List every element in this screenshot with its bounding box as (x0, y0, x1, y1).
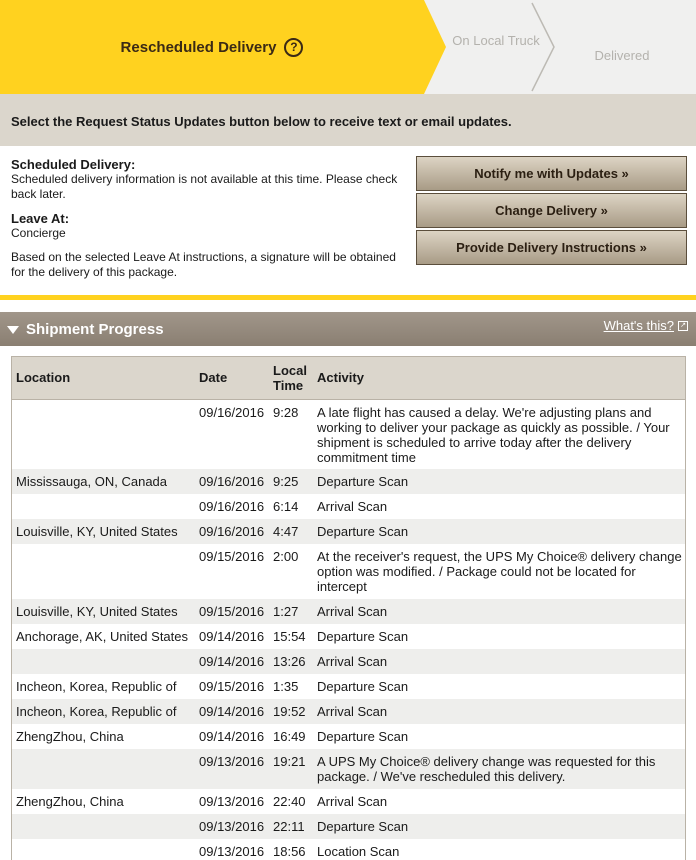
cell-time: 22:11 (269, 814, 313, 839)
cell-time: 16:49 (269, 724, 313, 749)
scheduled-delivery-label: Scheduled Delivery: (11, 157, 136, 172)
cell-date: 09/13/2016 (195, 839, 269, 860)
cell-date: 09/13/2016 (195, 789, 269, 814)
cell-date: 09/13/2016 (195, 749, 269, 789)
cell-date: 09/14/2016 (195, 624, 269, 649)
current-step-label: Rescheduled Delivery (120, 38, 277, 56)
cell-time: 9:28 (269, 399, 313, 469)
cell-location (12, 544, 195, 599)
table-row (12, 749, 685, 789)
cell-activity: Arrival Scan (313, 789, 685, 814)
cell-time: 4:47 (269, 519, 313, 544)
cell-time: 13:26 (269, 649, 313, 674)
status-updates-info: Select the Request Status Updates button below to receive text or email updates. (0, 94, 696, 146)
cell-location (12, 649, 195, 674)
col-local-time: Local Time (269, 357, 313, 399)
table-row (12, 724, 685, 749)
whats-this-link[interactable]: What's this? (603, 318, 674, 333)
cell-location (12, 494, 195, 519)
cell-time: 6:14 (269, 494, 313, 519)
cell-date: 09/14/2016 (195, 699, 269, 724)
table-row (12, 469, 685, 494)
cell-activity: A UPS My Choice® delivery change was requested for this package. / We've rescheduled this delivery. (313, 749, 685, 789)
cell-date: 09/16/2016 (195, 469, 269, 494)
cell-time: 15:54 (269, 624, 313, 649)
cell-activity: Departure Scan (313, 469, 685, 494)
cell-time: 2:00 (269, 544, 313, 599)
cell-date: 09/14/2016 (195, 649, 269, 674)
cell-location: Anchorage, AK, United States (12, 624, 195, 649)
cell-activity: Departure Scan (313, 724, 685, 749)
cell-time: 1:27 (269, 599, 313, 624)
help-icon[interactable]: ? (284, 38, 303, 57)
progress-tracker (0, 0, 696, 94)
cell-time: 19:21 (269, 749, 313, 789)
cell-time: 22:40 (269, 789, 313, 814)
leave-at-note: Based on the selected Leave At instructions, a signature will be obtained for the delivery of this package. (11, 250, 396, 279)
table-row (12, 814, 685, 839)
cell-date: 09/15/2016 (195, 544, 269, 599)
cell-time: 1:35 (269, 674, 313, 699)
collapse-triangle-icon[interactable] (7, 326, 19, 334)
notify-updates-button[interactable]: Notify me with Updates » (416, 156, 687, 191)
cell-activity: Departure Scan (313, 814, 685, 839)
cell-date: 09/13/2016 (195, 814, 269, 839)
shipment-progress-header[interactable] (0, 312, 696, 346)
cell-location: ZhengZhou, China (12, 789, 195, 814)
cell-location: ZhengZhou, China (12, 724, 195, 749)
cell-activity: Departure Scan (313, 624, 685, 649)
cell-location: Mississauga, ON, Canada (12, 469, 195, 494)
cell-location: Incheon, Korea, Republic of (12, 699, 195, 724)
cell-date: 09/15/2016 (195, 674, 269, 699)
cell-location (12, 749, 195, 789)
col-date: Date (195, 357, 269, 399)
cell-time: 9:25 (269, 469, 313, 494)
table-row (12, 544, 685, 599)
table-row (12, 599, 685, 624)
divider (0, 295, 696, 300)
cell-activity: A late flight has caused a delay. We're adjusting plans and working to deliver your package as quickly as possible. / Your shipment is scheduled to arrive today after the delivery commitment time (313, 399, 685, 469)
cell-activity: Arrival Scan (313, 699, 685, 724)
table-row (12, 839, 685, 860)
cell-activity: Location Scan (313, 839, 685, 860)
cell-location: Louisville, KY, United States (12, 599, 195, 624)
cell-location: Incheon, Korea, Republic of (12, 674, 195, 699)
table-row (12, 624, 685, 649)
scheduled-delivery-text: Scheduled delivery information is not available at this time. Please check back later. (11, 172, 398, 201)
cell-location (12, 839, 195, 860)
leave-at-label: Leave At: (11, 211, 70, 226)
cell-time: 18:56 (269, 839, 313, 860)
table-row (12, 789, 685, 814)
change-delivery-button[interactable]: Change Delivery » (416, 193, 687, 228)
cell-activity: Arrival Scan (313, 599, 685, 624)
cell-date: 09/14/2016 (195, 724, 269, 749)
cell-date: 09/16/2016 (195, 519, 269, 544)
table-row (12, 494, 685, 519)
cell-date: 09/15/2016 (195, 599, 269, 624)
cell-date: 09/16/2016 (195, 399, 269, 469)
step-rescheduled-delivery (0, 0, 424, 94)
table-row (12, 674, 685, 699)
section-title: Shipment Progress (26, 321, 164, 338)
cell-activity: Departure Scan (313, 674, 685, 699)
shipment-progress-table (11, 356, 686, 860)
delivery-details (11, 157, 403, 280)
table-row (12, 399, 685, 469)
step-delivered: Delivered (594, 48, 650, 63)
delivery-instructions-button[interactable]: Provide Delivery Instructions » (416, 230, 687, 265)
cell-activity: At the receiver's request, the UPS My Choice® delivery change option was modified. / Package could not be located for intercept (313, 544, 685, 599)
cell-location (12, 399, 195, 469)
cell-activity: Departure Scan (313, 519, 685, 544)
table-header-row (12, 357, 685, 399)
col-activity: Activity (313, 357, 685, 399)
cell-activity: Arrival Scan (313, 494, 685, 519)
cell-location (12, 814, 195, 839)
cell-time: 19:52 (269, 699, 313, 724)
table-row (12, 519, 685, 544)
cell-location: Louisville, KY, United States (12, 519, 195, 544)
step-on-local-truck: On Local Truck (452, 33, 540, 48)
table-row (12, 699, 685, 724)
col-location: Location (12, 357, 195, 399)
external-link-icon[interactable]: ↗ (678, 321, 688, 331)
leave-at-value: Concierge (11, 226, 66, 240)
cell-activity: Arrival Scan (313, 649, 685, 674)
cell-date: 09/16/2016 (195, 494, 269, 519)
table-row (12, 649, 685, 674)
action-buttons (416, 156, 687, 267)
